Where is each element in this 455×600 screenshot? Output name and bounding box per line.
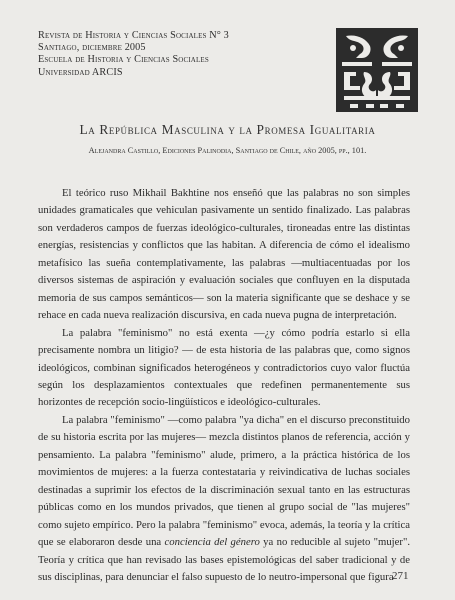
journal-logo-icon <box>336 28 418 112</box>
article-body <box>38 185 410 586</box>
review-title: La República Masculina y la Promesa Igualitaria <box>79 122 376 137</box>
masthead-place-date: Santiago, diciembre 2005 <box>38 42 146 54</box>
masthead-university: Universidad ARCIS <box>38 66 123 78</box>
page-number: 271 <box>392 570 409 582</box>
masthead-journal-issue: Revista de Historia y Ciencias Sociales N° 3 <box>38 30 229 41</box>
body-paragraph-3 <box>38 412 410 587</box>
masthead-school: Escuela de Historia y Ciencias Sociales <box>38 54 209 66</box>
body-paragraph-3-part-a: La palabra "feminismo" —como palabra "ya dicha" en el discurso preconstituido de su historia escrita por las mujeres— mezcla distintos planos de referencia, acción y pensamiento. La palabra "feminismo" alude, primero, a la práctica histórica de los movimientos de mujeres: a la fuerza contestataria y reivindicativa de luchas sociales destinadas a suprimir los efectos de la discriminación sexual tanto en las estructuras públicas como en los mundos privados, que tienen al grupo social de "las mujeres" como sujeto empírico. Pero la palabra "feminismo" evoca, además, la teoría y la crítica que se elaboraron desde una <box>38 413 410 549</box>
body-paragraph-2: La palabra "feminismo" no está exenta —¿y cómo podría estarlo si ella precisamente nombra un litigio? — de esta historia de las palabras que, como signos ideológicos, combinan significados heterogéneos y contradictorios cuyo valor fluctúa según los desplazamientos contextuales que redefinen permanentemente sus horizontes de recepción socio-lingüísticos e ideológico-culturales. <box>38 326 410 409</box>
body-emphasis: conciencia del género <box>164 536 260 549</box>
review-byline: Alejandra Castillo, Ediciones Palinodia, Santiago de Chile, año 2005, pp., 101. <box>88 146 367 155</box>
body-paragraph-1: El teórico ruso Mikhail Bakhtine nos enseñó que las palabras no son simples unidades gramaticales que vehiculan pasivamente un sentido finalizado. Las palabras son verdaderos campos de fuerzas ideológico-culturales, tironeadas entre las distintas energías, resistencias y conflictos que las habitan. A diferencia de cómo el idealismo metafísico las sueña contemplativamente, las palabras —multiacentuadas por los diversos sistemas de aspiración y evaluación sociales que confluyen en la disputada memoria de sus campos semánticos— son la materia significante que se deshace y se rehace en cada nueva realización discursiva, en cada nueva pugna de interpretación. <box>38 187 410 322</box>
body-paragraph-3-part-b: ya no reducible al sujeto "mujer". Teoría y crítica que han revisado las bases epistemológicas del saber tradicional y de sus disciplinas, para denunciar el falso supuesto de lo neutro-impersonal que figura <box>38 536 410 583</box>
journal-masthead <box>38 30 229 79</box>
